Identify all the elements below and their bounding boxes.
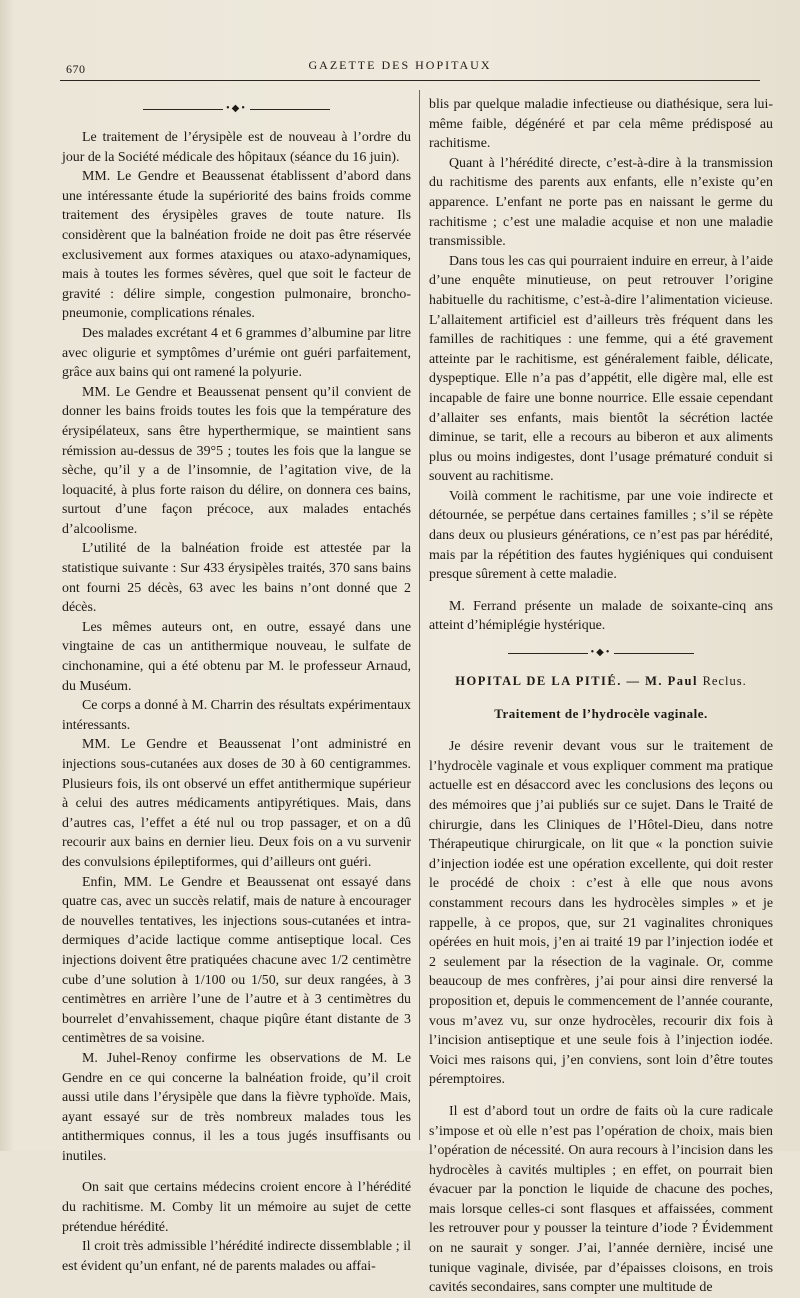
- article-subtitle: Traitement de l’hydrocèle vaginale.: [494, 705, 708, 721]
- paragraph: Des malades excrétant 4 et 6 grammes d’albumine par litre avec oligurie et symptômes d’urémie ont guéri parfaitement, grâce aux bains qui ont ramené la polyurie.: [62, 325, 411, 381]
- paragraph: MM. Le Gendre et Beaussenat établissent d’abord dans une intéressante étude la supériorité des bains froids comme traitement des érysipèles graves de toute nature. Ils considèrent que la balnéation froide ne doit pas être réservée exclusivement aux formes ataxiques ou ataxo-adynamiques, mais à toutes les formes sévères, quel que soit le facteur de gravité : délire simple, congestion pulmonaire, broncho-pneumonie, complications rénales.: [62, 169, 411, 322]
- paragraph: MM. Le Gendre et Beaussenat pensent qu’il convient de donner les bains froids toutes les fois que la température des érysipélateux, sans être hyperthermique, se maintient sans rémission au-dessus de 39°5 ; toutes les fois que la langue se sèche, qu’il y a de l’insomnie, de l’agitation vive, de la loquacité, à plus forte raison du délire, on donnera ces bains, surtout d’une façon précoce, aux malades entachés d’alcoolisme.: [62, 384, 411, 537]
- left-column: [62, 92, 411, 1276]
- ornament-divider: •◆•: [429, 642, 773, 664]
- paragraph: Les mêmes auteurs ont, en outre, essayé dans une vingtaine de cas un antithermique nouveau, le sulfate de cinchonamine, qui a été obtenu par M. le professeur Arnaud, du Muséum.: [62, 619, 411, 694]
- paragraph: Le traitement de l’érysipèle est de nouveau à l’ordre du jour de la Société médicale des hôpitaux (séance du 16 juin).: [62, 130, 411, 165]
- paragraph: Il est d’abord tout un ordre de faits où la cure radicale s’impose et où elle n’est pas l’opération de choix, mais bien l’opération de nécessité. On aura recours à l’incision dans les hydrocèles à cavités multiples ; en effet, on pourrait bien évacuer par la ponction le liquide de chacune des poches, mais lorsque celles-ci sont flasques et affaissées, comment les retrouver pour y pousser la teinture d’iode ? Évidemment on ne saurait y songer. J’ai, l’année dernière, incisé une tunique vaginale, divisée, par d’épaisses cloisons, en trois cavités secondaires, sans compter une multitude de: [429, 1103, 773, 1296]
- ornament-divider: •◆•: [62, 98, 411, 120]
- paragraph: On sait que certains médecins croient encore à l’hérédité du rachitisme. M. Comby lit un mémoire au sujet de cette prétendue hérédité.: [62, 1180, 411, 1235]
- paragraph: Voilà comment le rachitisme, par une voie indirecte et détournée, se perpétue dans certaines familles ; s’il se répète dans deux ou plusieurs générations, ce n’est pas par hérédité, mais par la répétition des fautes hygiéniques qui conduisent presque sûrement à cette maladie.: [429, 488, 773, 583]
- header-rule: [60, 80, 760, 81]
- paragraph: M. Ferrand présente un malade de soixante-cinq ans atteint d’hémiplégie hystérique.: [429, 598, 773, 634]
- section-title: HOPITAL DE LA PITIÉ. — M. Paul: [455, 674, 698, 689]
- paragraph: Dans tous les cas qui pourraient induire en erreur, à l’aide d’une enquête minutieuse, on peut retrouver l’origine habituelle du rachitisme, c’est-à-dire l’alimentation vicieuse. L’allaitement artificiel est d’ailleurs très fréquent dans les familles de rachitiques : une femme, qui a été gravement atteinte par le rachitisme, est généralement faible, délicate, dyspeptique. Elle n’a pas d’appétit, elle digère mal, elle est incapable de faire une bonne nourrice. Elle essaie cependant d’allaiter ses enfants, mais bientôt la sécrétion lactée diminue, se tarit, elle a recours au biberon et aux aliments plus ou moins indigestes, dont l’usage prématuré conduit si souvent au rachitisme.: [429, 253, 773, 485]
- paragraph: L’utilité de la balnéation froide est attestée par la statistique suivante : Sur 433 érysipèles traités, 370 sans bains ont fourni 25 décès, 63 avec les bains n’ont donné que 2 décès.: [62, 541, 411, 616]
- paragraph: Ce corps a donné à M. Charrin des résultats expérimentaux intéressants.: [62, 698, 411, 733]
- paragraph: Il croit très admissible l’hérédité indirecte dissemblable ; il est évident qu’un enfant, né de parents malades ou affai-: [62, 1239, 411, 1274]
- section-author: Reclus.: [702, 674, 747, 689]
- right-column: [429, 95, 773, 1298]
- column-divider: [419, 90, 420, 1140]
- paragraph: Enfin, MM. Le Gendre et Beaussenat ont essayé dans quatre cas, avec un succès relatif, mais de nature à encourager de nouvelles tentatives, les injections sous-cutanées et intra-dermiques d’acide lactique comme antiseptique local. Ces injections doivent être pratiquées chacune avec 1/2 centimètre cube d’une solution à 1/100 ou 1/50, sur deux rangées, à 3 centimètres en arrière l’une de l’autre et à 3 centimètres du bourrelet d’envahissement, chaque piqûre étant distante de 3 centimètres de sa voisine.: [62, 874, 411, 1047]
- paragraph: M. Juhel-Renoy confirme les observations de M. Le Gendre en ce qui concerne la balnéation froide, qu’il croit aussi utile dans l’érysipèle que dans la fièvre typhoïde. Mais, ayant essayé sur de très nombreux malades tous les antithermiques connus, il les a tous jugés insuffisants ou inutiles.: [62, 1050, 411, 1164]
- paragraph: Quant à l’hérédité directe, c’est-à-dire à la transmission du rachitisme des parents aux enfants, elle n’existe qu’en apparence. L’enfant ne porte pas en naissant le germe du rachitisme ; c’est une maladie acquise et non une maladie transmissible.: [429, 155, 773, 250]
- page-number: 670: [66, 62, 86, 76]
- paragraph: blis par quelque maladie infectieuse ou diathésique, sera lui-même faible, dégénéré et par cela même prédisposé au rachitisme.: [429, 97, 773, 152]
- running-head: GAZETTE DES HOPITAUX: [308, 58, 492, 72]
- paragraph: MM. Le Gendre et Beaussenat l’ont administré en injections sous-cutanées aux doses de 30 à 60 centigrammes. Plusieurs fois, ils ont observé un effet antithermique supérieur à celui des autres médicaments antipyrétiques. Mais, dans d’autres cas, l’effet a été nul ou trop passager, et on a dû recourir aux bains en dernier lieu. Deux fois on a vu survenir des convulsions épileptiformes, qui d’ailleurs ont guéri.: [62, 737, 411, 870]
- section-header: [429, 672, 773, 692]
- paragraph: Je désire revenir devant vous sur le traitement de l’hydrocèle vaginale et vous expliquer comment ma pratique actuelle est en désaccord avec les conclusions des leçons ou des mémoires que j’ai publiés sur ce sujet. Dans le Traité de chirurgie, dans les Cliniques de l’Hôtel-Dieu, dans notre Thérapeutique chirurgicale, on lit que « la ponction suivie d’injection iodée est une opération excellente, qui doit rester le procédé de choix : c’est à elle que nous avons constamment recours dans les hydrocèles simples » et je rappelle, à ce propos, que, sur 21 vaginalites chroniques opérées en huit mois, j’en ai traité 19 par l’injection iodée et 2 seulement par la résection de la vaginale. Or, comme beaucoup de mes confrères, j’ai pour ainsi dire renversé la proposition et, depuis le commencement de l’année courante, vous m’avez vu, sur onze hydrocèles, recourir dix fois à l’incision antiseptique et une seule fois à l’injection iodée. Voici mes raisons qui, j’en conviens, sont loin d’être toutes péremptoires.: [429, 739, 773, 1088]
